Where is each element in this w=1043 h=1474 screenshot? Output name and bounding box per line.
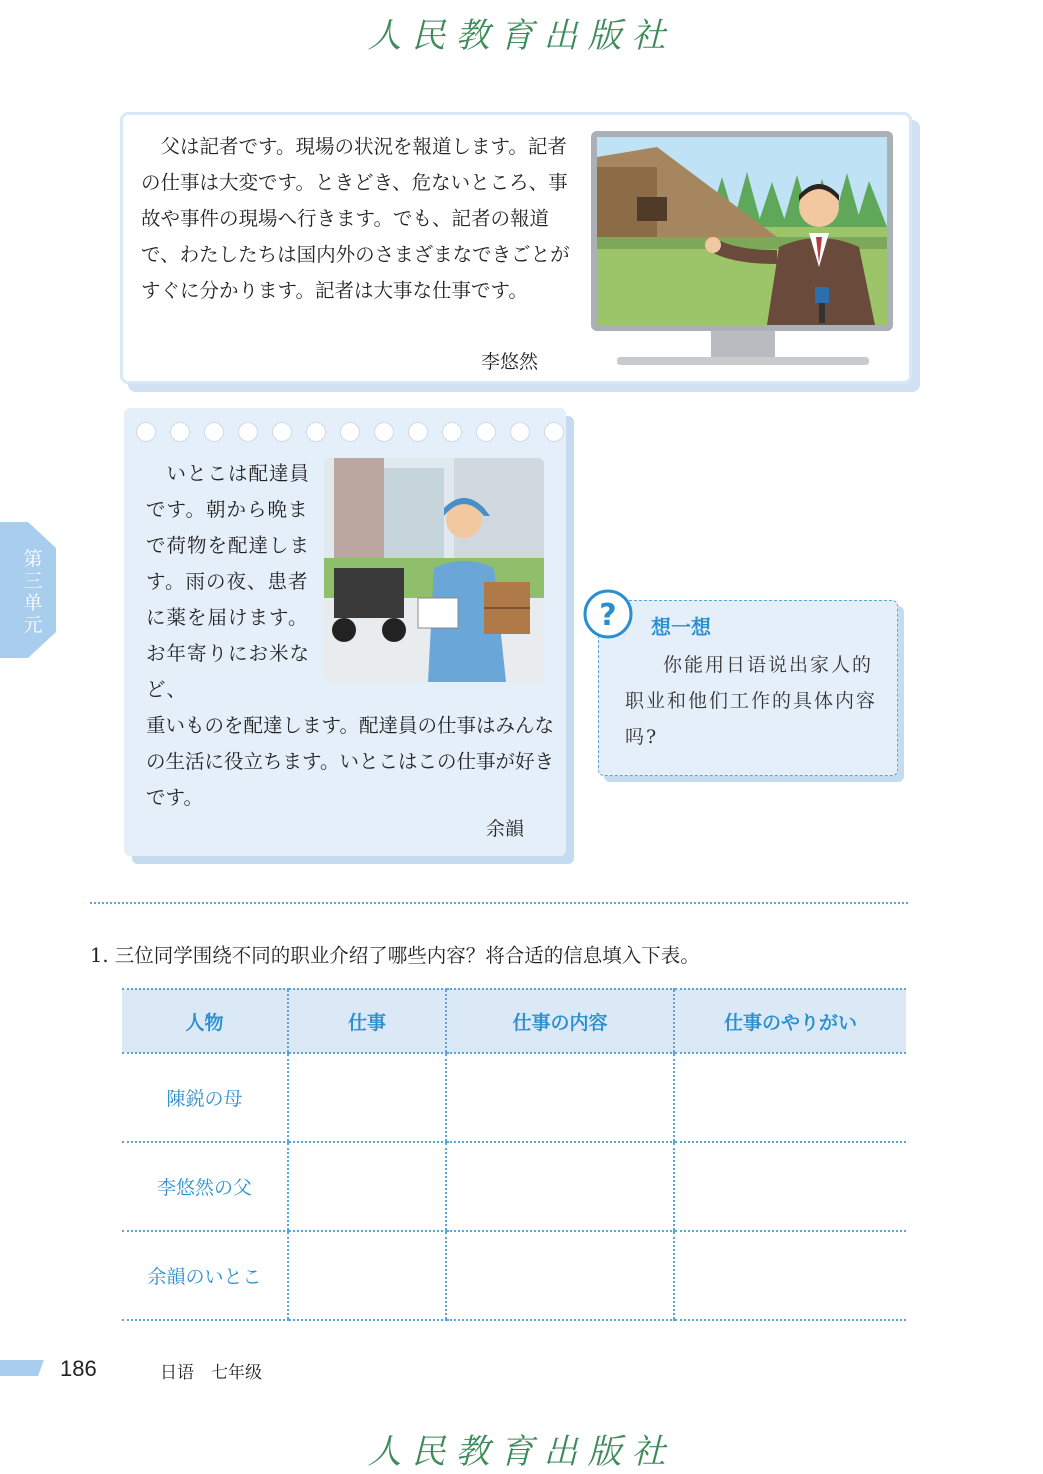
reporter-story-text: 父は記者です。現場の状況を報道します。記者の仕事は大変です。ときどき、危ないところ、事故や事件の現場へ行きます。でも、記者の報道で、わたしたちは国内外のさまざまなできごとがすぐに分かります。記者は大事な仕事です。 (141, 135, 570, 302)
table-blank-cell[interactable] (446, 1053, 674, 1142)
tv-reporter-illustration (591, 131, 893, 367)
tv-base (617, 357, 869, 365)
footer-bar (0, 1360, 44, 1376)
exercise-question: 1. 三位同学围绕不同的职业介绍了哪些内容？将合适的信息填入下表。 (90, 944, 700, 967)
table-blank-cell[interactable] (674, 1231, 906, 1320)
table-blank-cell[interactable] (288, 1053, 446, 1142)
courier-story-text-part1: いとこは配達員です。朝から晩まで荷物を配達します。雨の夜、患者に薬を届けます。お年寄りにお米など、 (146, 462, 311, 701)
reporter-story-card (120, 112, 912, 384)
table-header-cell: 仕事のやりがい (674, 989, 906, 1053)
table-header-cell: 仕事の内容 (446, 989, 674, 1053)
question-mark-icon (582, 588, 634, 640)
tv-stand (711, 331, 775, 357)
courier-illustration (324, 458, 544, 682)
table-person-cell: 余韻のいとこ (122, 1231, 288, 1320)
courier-story-card (124, 408, 566, 856)
table-blank-cell[interactable] (446, 1142, 674, 1231)
table-header-cell: 人物 (122, 989, 288, 1053)
news-scene-image (597, 137, 887, 325)
unit-side-tab-label: 第三单元 (23, 548, 43, 636)
table-person-cell: 李悠然の父 (122, 1142, 288, 1231)
table-row (122, 1142, 906, 1231)
courier-story-text-part2: 重いものを配達します。配達員の仕事はみんなの生活に役立ちます。いとこはこの仕事が好きです。 (146, 714, 554, 809)
think-box (598, 600, 898, 776)
exercise-table (122, 988, 906, 1321)
table-header-row (122, 989, 906, 1053)
publisher-watermark-top: 人民教育出版社 (367, 16, 676, 56)
table-blank-cell[interactable] (446, 1231, 674, 1320)
svg-text:?: ? (599, 598, 617, 633)
table-row (122, 1231, 906, 1320)
table-blank-cell[interactable] (674, 1053, 906, 1142)
table-blank-cell[interactable] (288, 1231, 446, 1320)
book-title: 日语 七年级 (160, 1363, 262, 1383)
publisher-watermark-bottom: 人民教育出版社 (367, 1432, 676, 1472)
table-blank-cell[interactable] (674, 1142, 906, 1231)
think-body: 你能用日语说出家人的职业和他们工作的具体内容吗? (625, 654, 878, 748)
table-header-cell: 仕事 (288, 989, 446, 1053)
reporter-story-author: 李悠然 (481, 351, 539, 373)
page-number: 186 (60, 1356, 97, 1381)
table-person-cell: 陳鋭の母 (122, 1053, 288, 1142)
table-blank-cell[interactable] (288, 1142, 446, 1231)
section-divider (90, 902, 908, 904)
table-row (122, 1053, 906, 1142)
think-title: 想一想 (651, 615, 711, 639)
courier-story-author: 余韻 (486, 818, 525, 840)
notebook-holes (136, 422, 556, 442)
